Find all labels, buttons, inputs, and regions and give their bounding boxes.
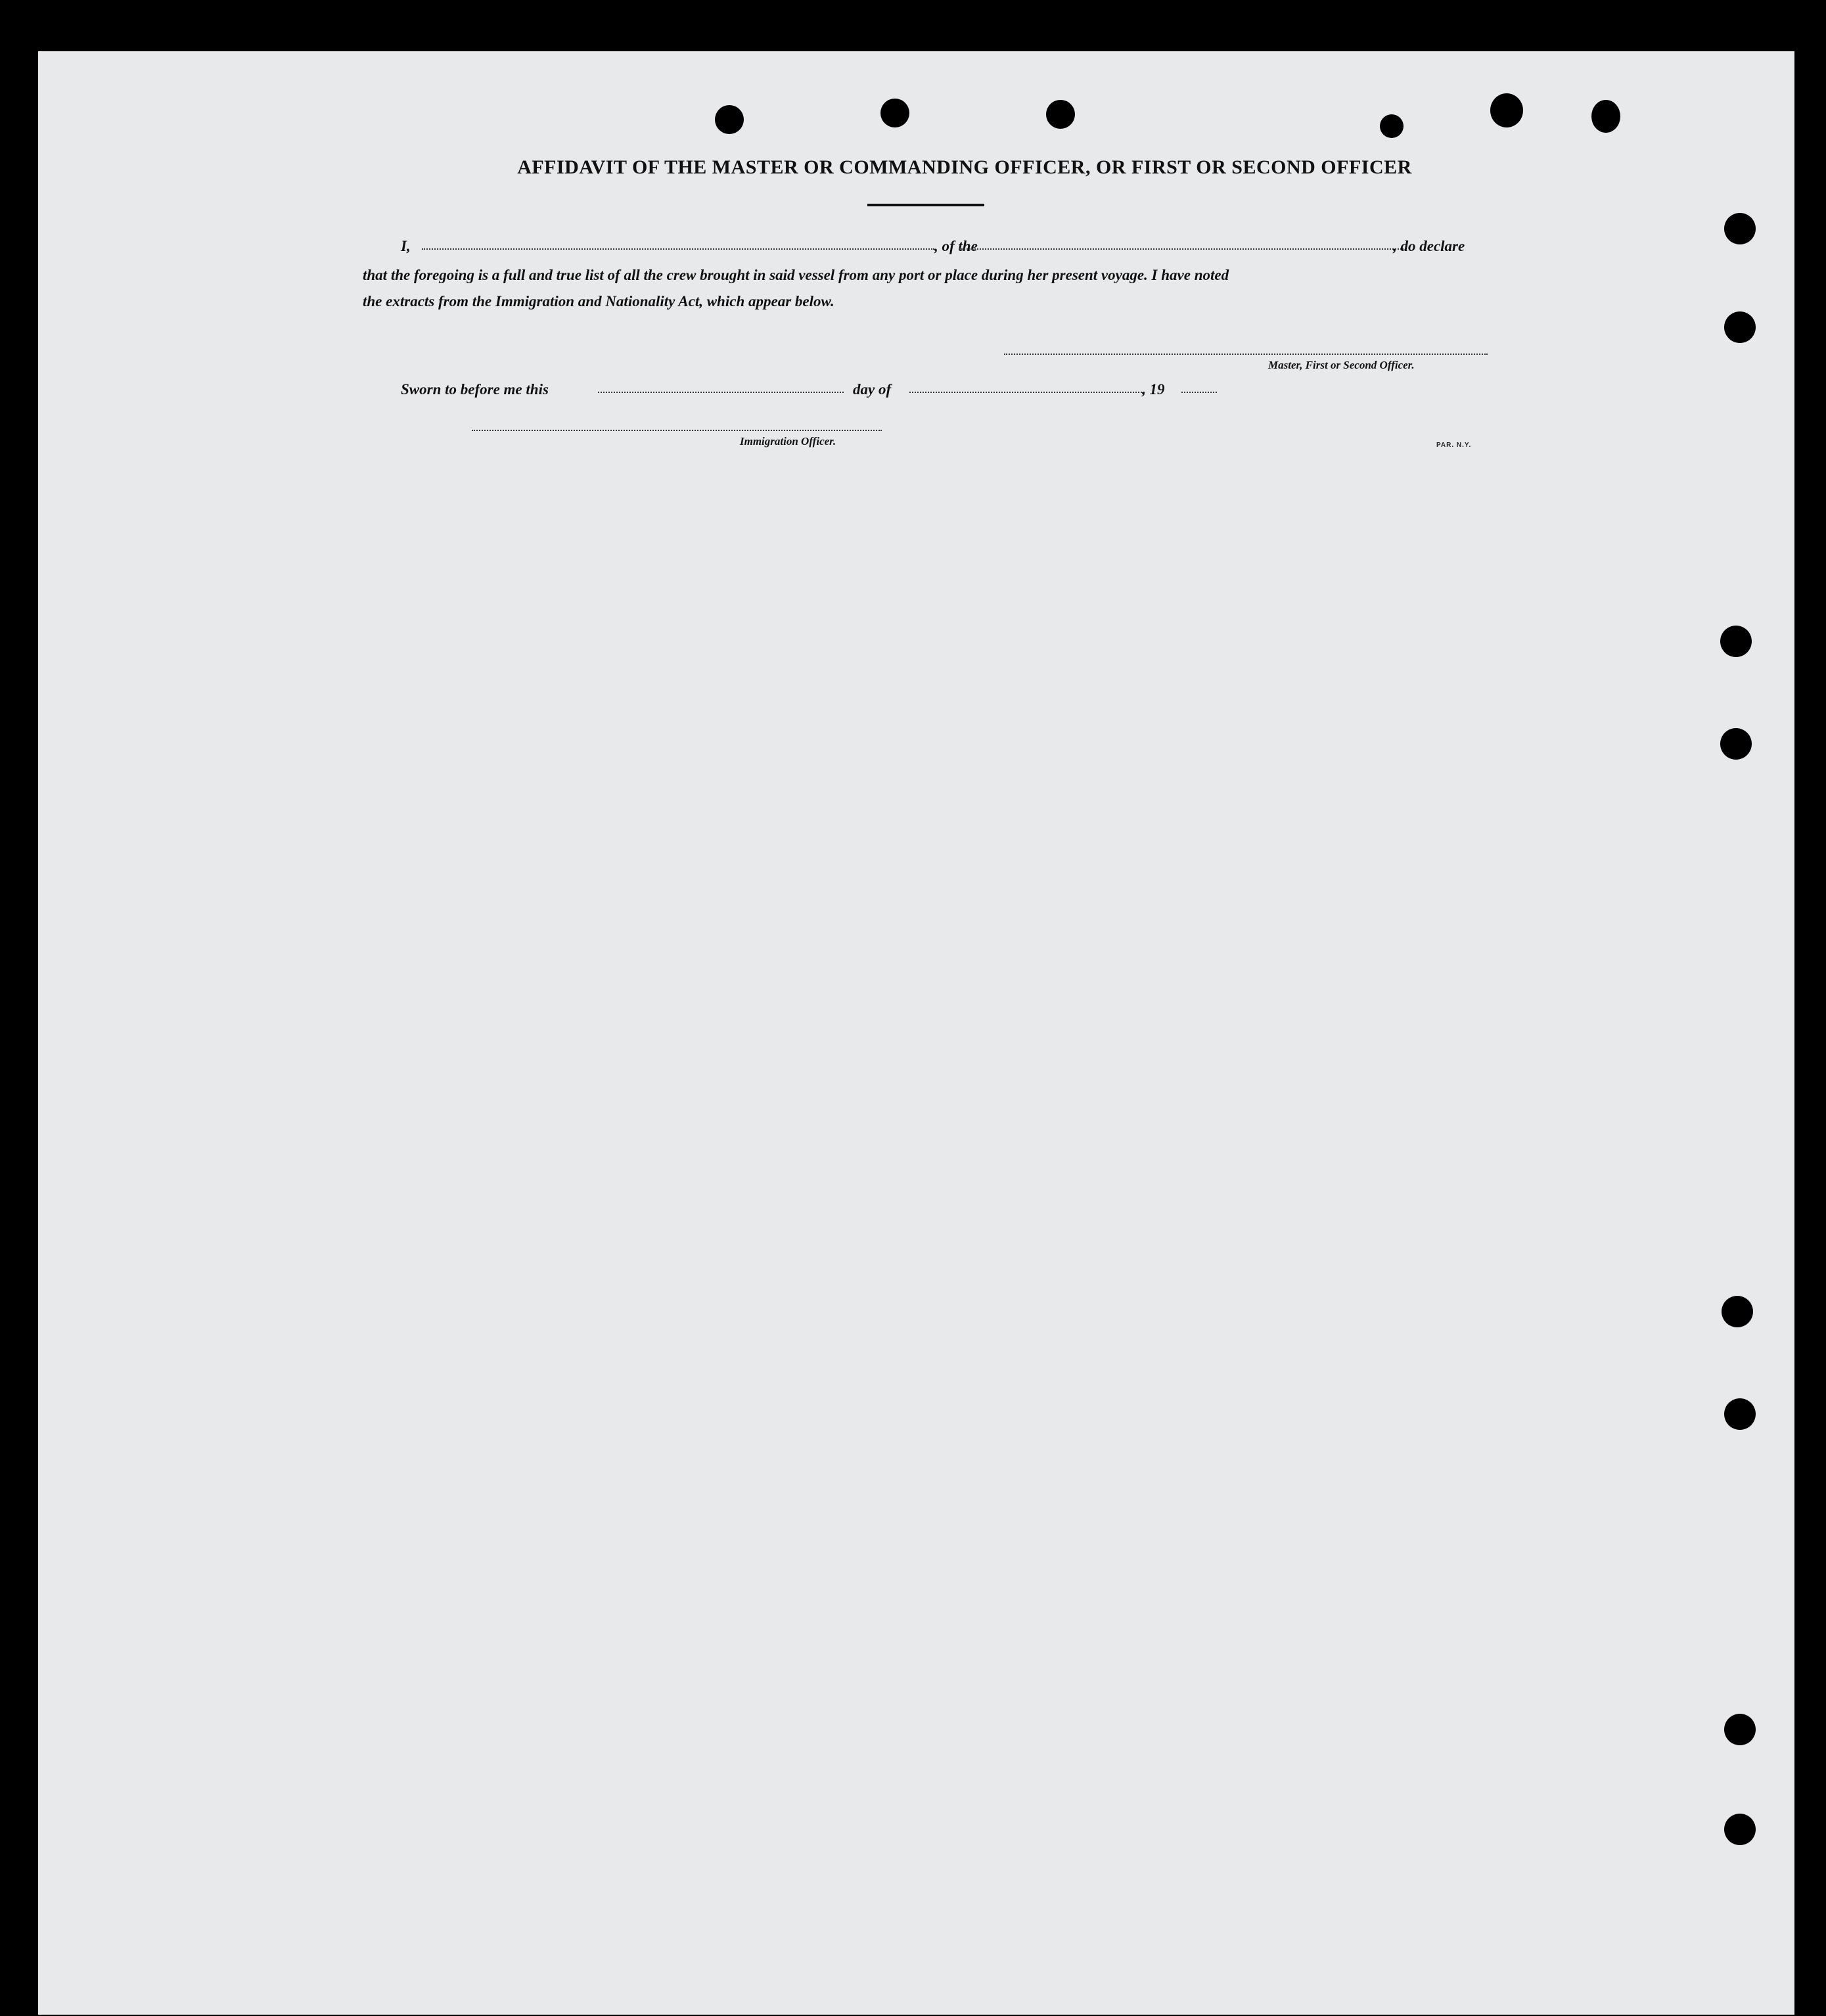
name-blank[interactable] [422,248,934,250]
punch-hole [1724,1714,1756,1745]
punch-hole [1490,93,1523,127]
declaration-text-line: the extracts from the Immigration and Nationality Act, which appear below. [363,293,834,309]
vessel-blank[interactable] [959,248,1404,250]
punch-hole [880,99,909,127]
master-signature-line[interactable] [1004,354,1488,355]
sworn-month-blank[interactable] [909,392,1145,393]
punch-hole [1720,728,1752,760]
declaration-do-declare: , do declare [1393,238,1465,254]
affidavit-title: AFFIDAVIT OF THE MASTER OR COMMANDING OFFICER, OR FIRST OR SECOND OFFICER [517,156,1412,178]
sworn-prefix: Sworn to before me this [401,381,549,398]
punch-hole [1722,1296,1753,1327]
title-underline [867,204,984,206]
sworn-year-blank[interactable] [1181,392,1217,393]
document-page [38,51,1794,2015]
punch-hole [1720,626,1752,657]
punch-hole [1046,100,1075,129]
punch-hole [1591,100,1620,133]
punch-hole [1724,311,1756,343]
declaration-i: I, [401,238,411,254]
punch-hole [1724,213,1756,244]
punch-hole [1380,114,1404,138]
declaration-of-the: , of the [934,238,978,254]
officer-signature-line[interactable] [472,430,882,431]
master-signature-label: Master, First or Second Officer. [1268,359,1415,371]
punch-hole [1724,1814,1756,1845]
officer-signature-label: Immigration Officer. [740,435,836,447]
punch-hole [715,105,744,134]
sworn-year-prefix: , 19 [1142,381,1165,398]
declaration-text-line: that the foregoing is a full and true list of all the crew brought in said vessel from any port or place during her present voyage. I have noted [363,267,1229,283]
sworn-day-of: day of [853,381,892,398]
punch-hole [1724,1398,1756,1430]
form-code: PAR. N.Y. [1436,442,1472,449]
sworn-day-blank[interactable] [598,392,844,393]
